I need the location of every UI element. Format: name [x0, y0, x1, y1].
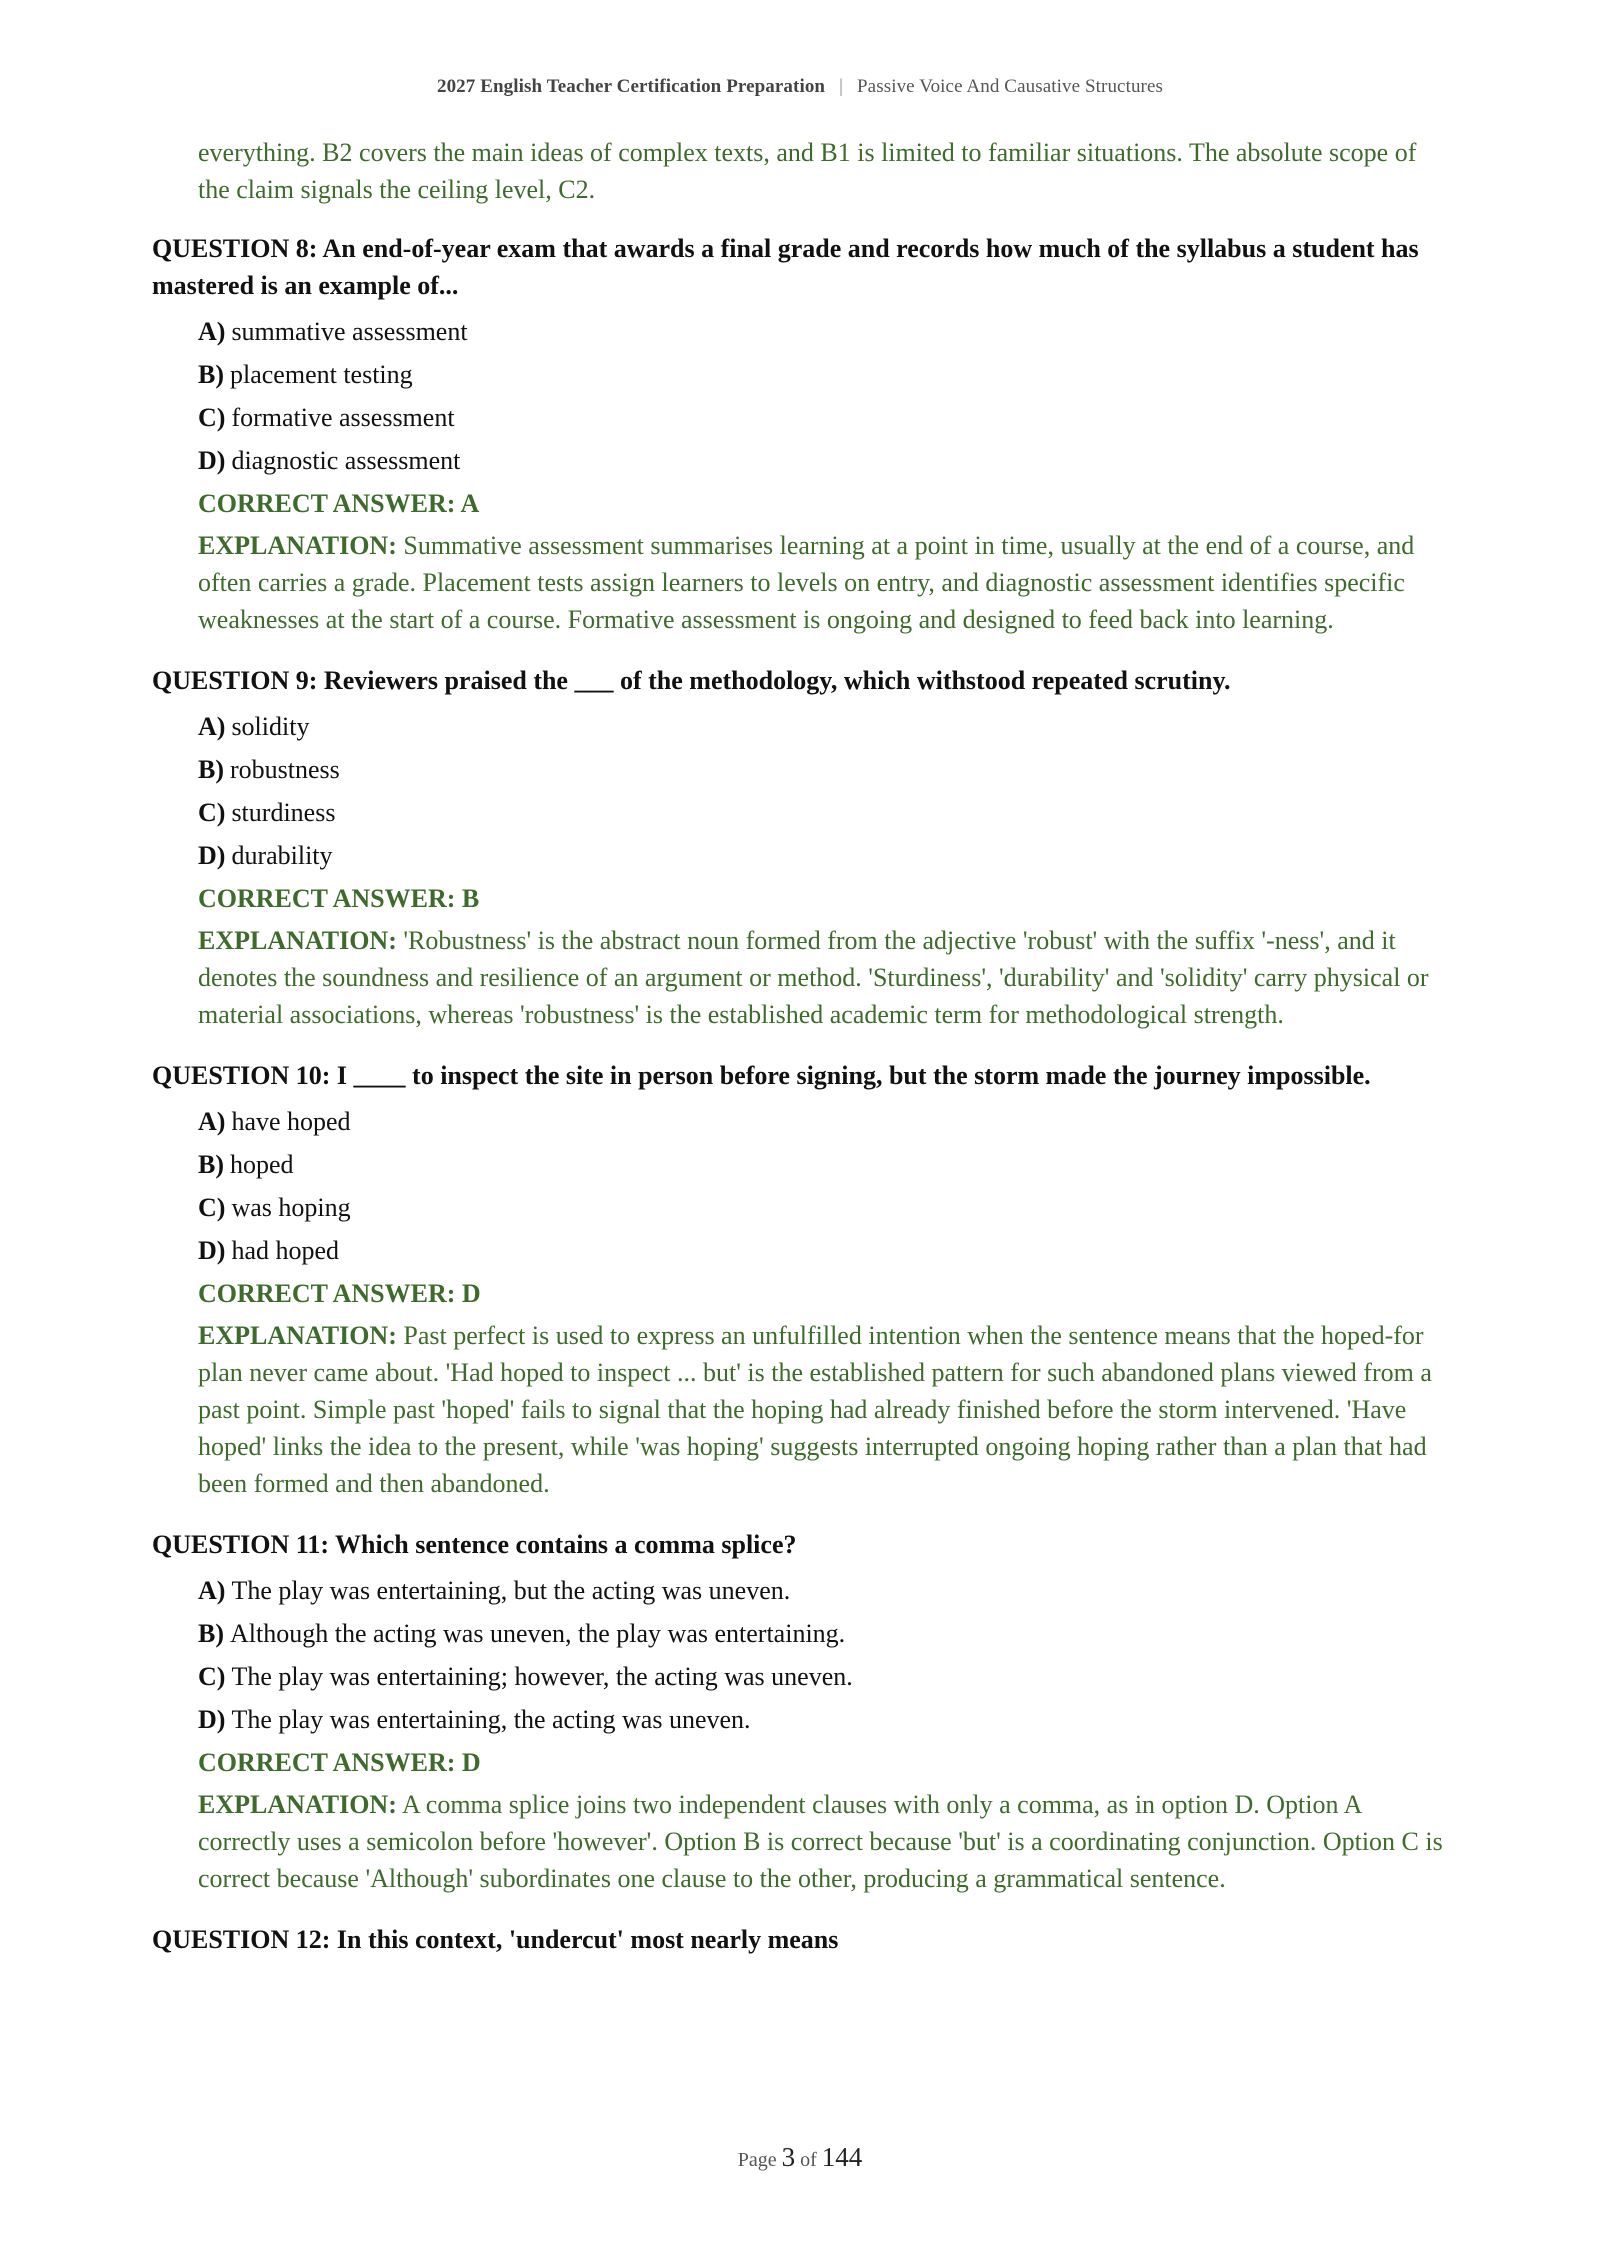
page-word: Page: [737, 2149, 777, 2171]
option-d: [198, 439, 1452, 482]
option-letter: A): [198, 317, 226, 346]
explanation-text: 'Robustness' is the abstract noun formed from the adjective 'robust' with the suffix '-ness', and it denotes the soundness and resilience of an argument or method. 'Sturdiness', 'durability' and 'solidity' carry physical or material associations, whereas 'robustness' is the established academic term for methodological strength.: [198, 926, 1429, 1029]
explanation: [198, 1784, 1452, 1915]
correct-answer: CORRECT ANSWER: D: [198, 1279, 481, 1308]
option-text: solidity: [231, 712, 310, 741]
option-text: The play was entertaining, the acting was uneven.: [231, 1705, 751, 1734]
question-block: [152, 1520, 1452, 1915]
option-text: diagnostic assessment: [231, 446, 461, 475]
option-text: The play was entertaining; however, the acting was uneven.: [231, 1662, 853, 1691]
option-text: hoped: [230, 1150, 294, 1179]
option-letter: D): [198, 1705, 226, 1734]
answer-options: [152, 705, 1452, 877]
option-text: had hoped: [231, 1236, 340, 1265]
explanation-text: Summative assessment summarises learning at a point in time, usually at the end of a course, and often carries a grade. Placement tests assign learners to levels on entry, and diagnostic assessment identifies specific weaknesses at the start of a course. Formative assessment is ongoing and designed to feed back into learning.: [198, 531, 1415, 634]
option-b: [198, 353, 1452, 396]
explanation-text: A comma splice joins two independent clauses with only a comma, as in option D. Option A correctly uses a semicolon before 'however'. Option B is correct because 'but' is a coordinating conjunction. Option C is correct because 'Although' subordinates one clause to the other, producing a grammatical sentence.: [198, 1790, 1443, 1893]
option-a: [198, 705, 1452, 748]
question-block: [152, 656, 1452, 1051]
option-letter: B): [198, 360, 224, 389]
question-heading: QUESTION 11: Which sentence contains a comma splice?: [152, 1530, 797, 1559]
option-letter: D): [198, 446, 226, 475]
option-letter: C): [198, 798, 226, 827]
correct-answer: CORRECT ANSWER: B: [198, 884, 480, 913]
option-a: [198, 310, 1452, 353]
question-heading: QUESTION 9: Reviewers praised the ___ of the methodology, which withstood repeated scrutiny.: [152, 666, 1231, 695]
option-letter: C): [198, 1662, 226, 1691]
correct-answer: CORRECT ANSWER: A: [198, 489, 480, 518]
option-a: [198, 1569, 1452, 1612]
option-text: sturdiness: [231, 798, 336, 827]
option-text: robustness: [230, 755, 340, 784]
option-text: formative assessment: [231, 403, 455, 432]
option-c: [198, 791, 1452, 834]
header-separator: |: [839, 76, 843, 97]
question-heading: QUESTION 12: In this context, 'undercut' most nearly means: [152, 1925, 839, 1954]
option-letter: D): [198, 1236, 226, 1265]
option-text: placement testing: [230, 360, 413, 389]
explanation: [198, 525, 1452, 656]
option-letter: B): [198, 755, 224, 784]
option-text: was hoping: [231, 1193, 351, 1222]
answer-options: [152, 1569, 1452, 1741]
explanation: [198, 920, 1452, 1051]
explanation-label: EXPLANATION:: [198, 1790, 397, 1819]
option-c: [198, 396, 1452, 439]
page-number: 3: [781, 2142, 796, 2172]
question-block: [152, 1915, 1452, 1964]
option-b: [198, 1143, 1452, 1186]
correct-answer: CORRECT ANSWER: D: [198, 1748, 481, 1777]
section-title: Passive Voice And Causative Structures: [857, 76, 1164, 97]
option-letter: A): [198, 1107, 226, 1136]
option-letter: B): [198, 1619, 224, 1648]
option-letter: A): [198, 712, 226, 741]
explanation-text: Past perfect is used to express an unfulfilled intention when the sentence means that the hoped-for plan never came about. 'Had hoped to inspect ... but' is the established pattern for such abandoned plans viewed from a past point. Simple past 'hoped' fails to signal that the hoping had already finished before the storm intervened. 'Have hoped' links the idea to the present, while 'was hoping' suggests interrupted ongoing hoping rather than a plan that had been formed and then abandoned.: [198, 1321, 1432, 1498]
page-footer: [0, 2142, 1600, 2173]
answer-options: [152, 1100, 1452, 1272]
option-text: The play was entertaining, but the acting was uneven.: [231, 1576, 791, 1605]
option-d: [198, 834, 1452, 877]
option-letter: A): [198, 1576, 226, 1605]
running-header: [0, 76, 1600, 98]
option-letter: D): [198, 841, 226, 870]
option-d: [198, 1229, 1452, 1272]
explanation-label: EXPLANATION:: [198, 926, 397, 955]
option-a: [198, 1100, 1452, 1143]
option-letter: B): [198, 1150, 224, 1179]
question-heading: QUESTION 8: An end-of-year exam that awards a final grade and records how much of the syllabus a student has mastered is an example of...: [152, 234, 1419, 300]
total-pages: 144: [821, 2142, 863, 2172]
option-c: [198, 1186, 1452, 1229]
explanation-label: EXPLANATION:: [198, 1321, 397, 1350]
page-content: [152, 134, 1452, 1964]
question-heading: QUESTION 10: I ____ to inspect the site in person before signing, but the storm made the journey impossible.: [152, 1061, 1371, 1090]
option-b: [198, 1612, 1452, 1655]
option-letter: C): [198, 403, 226, 432]
explanation: [198, 1315, 1452, 1520]
option-b: [198, 748, 1452, 791]
previous-explanation-continuation: everything. B2 covers the main ideas of complex texts, and B1 is limited to familiar situations. The absolute scope of the claim signals the ceiling level, C2.: [198, 138, 1417, 204]
option-text: summative assessment: [231, 317, 468, 346]
question-block: [152, 1051, 1452, 1520]
option-text: Although the acting was uneven, the play was entertaining.: [230, 1619, 846, 1648]
option-c: [198, 1655, 1452, 1698]
option-d: [198, 1698, 1452, 1741]
question-block: [152, 224, 1452, 656]
of-word: of: [800, 2149, 817, 2171]
option-letter: C): [198, 1193, 226, 1222]
answer-options: [152, 310, 1452, 482]
book-title: 2027 English Teacher Certification Preparation: [436, 76, 826, 97]
option-text: durability: [231, 841, 333, 870]
option-text: have hoped: [231, 1107, 351, 1136]
explanation-label: EXPLANATION:: [198, 531, 397, 560]
